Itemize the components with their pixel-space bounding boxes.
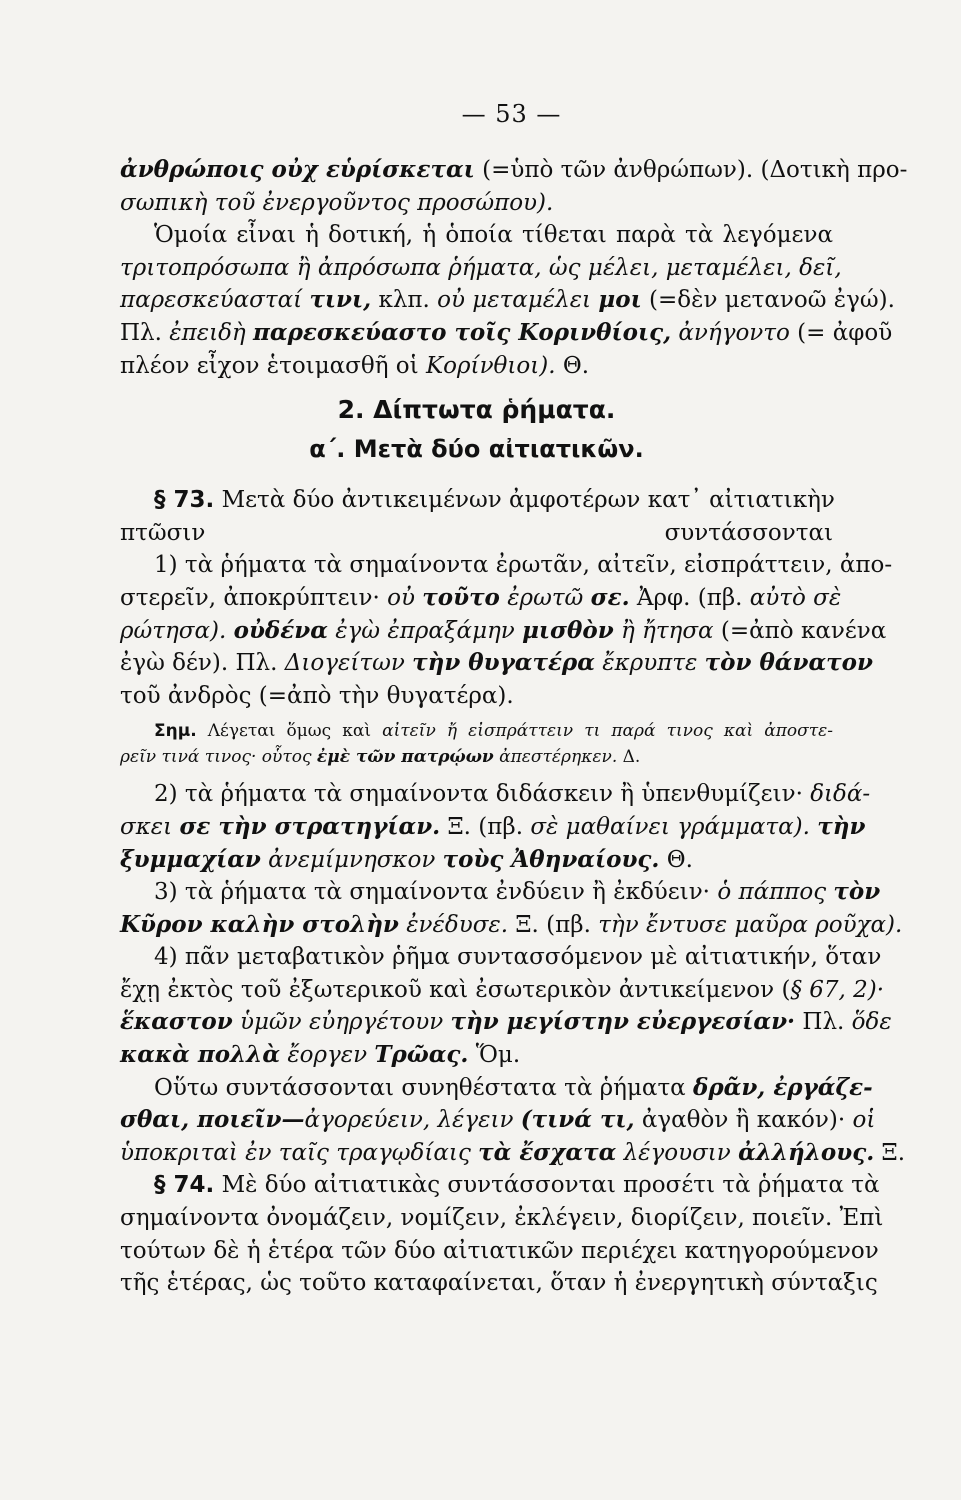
text-run: τὴν θυγατέρα bbox=[412, 649, 595, 677]
text-run: σημαίνοντα ὀνομάζειν, νομίζειν, ἐκλέγειν, διορίζειν, ποιεῖν. Ἐπὶ bbox=[120, 1205, 884, 1232]
text-line bbox=[120, 350, 833, 383]
text-line bbox=[120, 615, 887, 648]
text-run: ἔχῃ ἐκτὸς τοῦ ἐξωτερικοῦ καὶ ἐσωτερικὸν ἀντικείμενον ( bbox=[120, 976, 791, 1003]
text-run: μισθὸν bbox=[522, 616, 614, 644]
text-run: τὸν θάνατον bbox=[704, 649, 873, 677]
text-run: ἢ ἤτησα bbox=[613, 617, 714, 644]
text-run: ὁ πάππος bbox=[717, 879, 834, 906]
text-line bbox=[120, 1169, 880, 1202]
text-line bbox=[120, 1202, 884, 1235]
text-line bbox=[120, 187, 833, 220]
text-run: Πλ. bbox=[120, 319, 170, 346]
text-line bbox=[120, 1039, 833, 1072]
text-run: § 67, 2)· bbox=[790, 976, 885, 1003]
text-run: ἐγὼ ἐπραξάμην bbox=[327, 617, 523, 644]
text-run: ὑμῶν εὐηργέτουν bbox=[232, 1009, 451, 1036]
text-run: Ὅμ. bbox=[468, 1042, 521, 1069]
text-line bbox=[120, 317, 893, 350]
text-run: ἐπειδὴ bbox=[169, 319, 254, 346]
text-line bbox=[120, 1137, 906, 1170]
text-run: οὐδένα bbox=[233, 616, 328, 644]
text-run: τινι, bbox=[309, 286, 372, 314]
paragraph-73-continued bbox=[120, 778, 906, 1300]
text-line bbox=[120, 718, 833, 744]
text-run: Ὁμοία εἶναι ἡ δοτική, ἡ ὁποία τίθεται παρὰ τὰ λεγόμενα bbox=[154, 222, 833, 249]
text-run: τὴν μεγίστην εὐεργεσίαν· bbox=[450, 1008, 796, 1036]
text-run: ἀνθρώποις οὐχ εὑρίσκεται bbox=[120, 156, 475, 183]
text-run: Θ. bbox=[659, 846, 693, 873]
text-run: σὲ μαθαίνει γράμματα). bbox=[530, 813, 818, 840]
text-run: τὴν ἔντυσε μαῦρα ροῦχα). bbox=[598, 911, 903, 938]
text-run: σκει bbox=[120, 813, 180, 840]
text-line bbox=[120, 1267, 878, 1300]
text-line bbox=[120, 1235, 879, 1268]
text-line bbox=[120, 1072, 873, 1105]
text-run: μοι bbox=[598, 286, 642, 314]
text-run: 4) πᾶν μεταβατικὸν ῥῆμα συντασσόμενον μὲ αἰτιατικήν, ὅταν bbox=[154, 944, 882, 971]
text-run: αἰτεῖν ἤ εἰσπράττειν τι παρά τινος καὶ ἀποστε- bbox=[382, 721, 834, 742]
text-run: Ξ. (πβ. bbox=[508, 911, 599, 938]
text-run: Ξ. (πβ. bbox=[440, 813, 531, 840]
text-run: σε. bbox=[590, 583, 630, 611]
text-run: παρεσκεύασταί bbox=[120, 287, 310, 314]
text-line bbox=[120, 484, 833, 517]
text-run: 3) τὰ ῥήματα τὰ σημαίνοντα ἐνδύειν ἢ ἐκδύειν· bbox=[154, 879, 718, 906]
text-run: αὐτὸ σὲ bbox=[749, 584, 842, 611]
paragraph-73 bbox=[120, 484, 893, 712]
text-run: ἐγὼ δέν). Πλ. bbox=[120, 650, 285, 677]
text-run: ξυμμαχίαν bbox=[120, 845, 261, 873]
text-run: κλπ. bbox=[371, 287, 438, 314]
text-run: ἔοργεν bbox=[280, 1042, 375, 1069]
text-run: 2) τὰ ῥήματα τὰ σημαίνοντα διδάσκειν ἢ ὑπενθυμίζειν· bbox=[154, 781, 811, 808]
text-run: σε τὴν στρατηγίαν. bbox=[179, 812, 441, 840]
text-line bbox=[120, 744, 833, 770]
text-run: § 73. bbox=[154, 487, 215, 514]
text-run: κακὰ πολλὰ bbox=[120, 1041, 281, 1069]
text-run: οἱ bbox=[852, 1107, 876, 1134]
text-run: ἐρωτῶ bbox=[499, 584, 591, 611]
text-run: ἐμὲ τῶν πατρῴων bbox=[316, 747, 494, 768]
text-run: μέλει, μεταμέλει, δεῖ, bbox=[587, 254, 842, 281]
text-run: τῆς ἑτέρας, ὡς τοῦτο καταφαίνεται, ὅταν ἡ ἐνεργητικὴ σύνταξις bbox=[120, 1270, 878, 1297]
text-run: τὰ ἔσχατα bbox=[478, 1138, 617, 1166]
text-run: Διογείτων bbox=[284, 650, 413, 677]
text-line bbox=[120, 1104, 876, 1137]
text-run: οὐ bbox=[387, 584, 423, 611]
text-line bbox=[120, 154, 908, 187]
text-line bbox=[120, 974, 885, 1007]
text-run: δρᾶν, ἐργάζε- bbox=[693, 1073, 873, 1101]
text-line bbox=[120, 811, 866, 844]
text-run: Ξ. bbox=[874, 1139, 906, 1166]
note bbox=[120, 718, 833, 770]
text-line bbox=[120, 549, 893, 582]
text-run: Μὲ δύο αἰτιατικὰς συντάσσονται προσέτι τὰ ῥήματα τὰ bbox=[214, 1172, 880, 1199]
text-run: τριτοπρόσωπα ἢ ἀπρόσωπα ῥήματα, ὡς bbox=[120, 254, 588, 281]
text-run: διδά- bbox=[810, 781, 871, 808]
text-run: τὴν bbox=[817, 812, 866, 840]
text-run: Κῦρον καλὴν στολὴν bbox=[120, 910, 399, 938]
text-run: στερεῖν, ἀποκρύπτειν· bbox=[120, 584, 388, 611]
text-run: ρώτησα). bbox=[120, 617, 234, 644]
text-line bbox=[120, 284, 895, 317]
text-line bbox=[120, 941, 882, 974]
text-run: Δ. bbox=[617, 747, 641, 768]
text-run: Τρῶας. bbox=[374, 1041, 469, 1069]
text-run: τοὺς Ἀθηναίους. bbox=[442, 845, 660, 873]
text-run: (= ἀφοῦ bbox=[789, 319, 893, 346]
text-run: ἀπεστέρηκεν. bbox=[493, 747, 618, 768]
text-run: Οὕτω συντάσσονται συνηθέστατα τὰ ῥήματα bbox=[154, 1074, 694, 1101]
text-run: Λέγεται ὅμως καὶ bbox=[196, 721, 383, 742]
text-run: πλέον εἶχον ἑτοιμασθῆ οἱ bbox=[120, 352, 426, 379]
section-heading: 2. Δίπτωτα ῥήματα. bbox=[337, 395, 616, 425]
text-line bbox=[120, 582, 842, 615]
text-line bbox=[120, 844, 833, 877]
text-run: σθαι, ποιεῖν— bbox=[120, 1106, 305, 1134]
text-line bbox=[120, 517, 833, 550]
text-run: ἐνέδυσε. bbox=[398, 911, 509, 938]
text-run: Κορίνθιοι). bbox=[426, 352, 556, 379]
text-line bbox=[120, 909, 903, 942]
text-run: (=δὲν μετανοῶ ἐγώ). bbox=[641, 287, 895, 314]
text-run: οὐ μεταμέλει bbox=[437, 287, 599, 314]
text-run: 1) τὰ ῥήματα τὰ σημαίνοντα ἐρωτᾶν, αἰτεῖν, εἰσπράττειν, ἀπο- bbox=[154, 552, 893, 579]
text-run: Σημ. bbox=[154, 721, 197, 742]
text-run: λέγουσιν bbox=[616, 1139, 739, 1166]
text-run: τούτων δὲ ἡ ἑτέρα τῶν δύο αἰτιατικῶν περιέχει κατηγορούμενον bbox=[120, 1237, 879, 1264]
text-run: τοῦ ἀνδρὸς (=ἀπὸ τὴν θυγατέρα). bbox=[120, 682, 514, 709]
text-run: ἀνήγοντο bbox=[671, 319, 790, 346]
text-line bbox=[120, 680, 833, 713]
text-line bbox=[120, 219, 833, 252]
text-line bbox=[120, 1006, 892, 1039]
text-run: ὑποκριταὶ ἐν ταῖς τραγῳδίαις bbox=[120, 1139, 479, 1166]
text-line bbox=[120, 876, 881, 909]
text-line bbox=[120, 647, 873, 680]
text-run: Πλ. bbox=[795, 1009, 852, 1036]
text-run: ἔκρυπτε bbox=[594, 650, 705, 677]
text-run: ἕκαστον bbox=[120, 1008, 233, 1036]
text-run: (τινά τι, bbox=[520, 1106, 635, 1134]
text-run: τοῦτο bbox=[422, 583, 500, 611]
text-run: § 74. bbox=[154, 1172, 215, 1199]
text-run: Θ. bbox=[555, 352, 590, 379]
text-run: (=ἀπὸ κανένα bbox=[713, 617, 887, 644]
text-run: ἀγορεύειν, λέγειν bbox=[304, 1107, 521, 1134]
text-line bbox=[120, 252, 842, 285]
text-run: ρεῖν τινά τινος· οὗτος bbox=[120, 747, 317, 768]
text-run: ἀνεμίμνησκον bbox=[260, 846, 443, 873]
page-number: — 53 — bbox=[461, 100, 562, 128]
text-run: τὸν bbox=[833, 878, 881, 906]
paragraph-dative bbox=[120, 154, 908, 382]
text-run: παρεσκεύαστο τοῖς Κορινθίοις, bbox=[253, 318, 672, 346]
text-line bbox=[120, 778, 871, 811]
text-run: ὅδε bbox=[851, 1009, 892, 1036]
text-run: πτῶσιν συντάσσονται bbox=[120, 519, 833, 546]
subsection-heading: α΄. Μετὰ δύο αἰτιατικῶν. bbox=[309, 435, 644, 464]
text-run: ἀγαθὸν ἢ κακόν)· bbox=[634, 1107, 853, 1134]
text-run: Μετὰ δύο ἀντικειμένων ἀμφοτέρων κατ᾽ αἰτιατικὴν bbox=[214, 487, 835, 514]
text-run: σωπικὴ τοῦ ἐνεργοῦντος προσώπου). bbox=[120, 189, 554, 216]
text-run: Ἀρφ. (πβ. bbox=[629, 584, 750, 611]
text-run: (=ὑπὸ τῶν ἀνθρώπων). (Δοτικὴ προ- bbox=[474, 157, 908, 183]
text-run: ἀλλήλους. bbox=[738, 1138, 875, 1166]
